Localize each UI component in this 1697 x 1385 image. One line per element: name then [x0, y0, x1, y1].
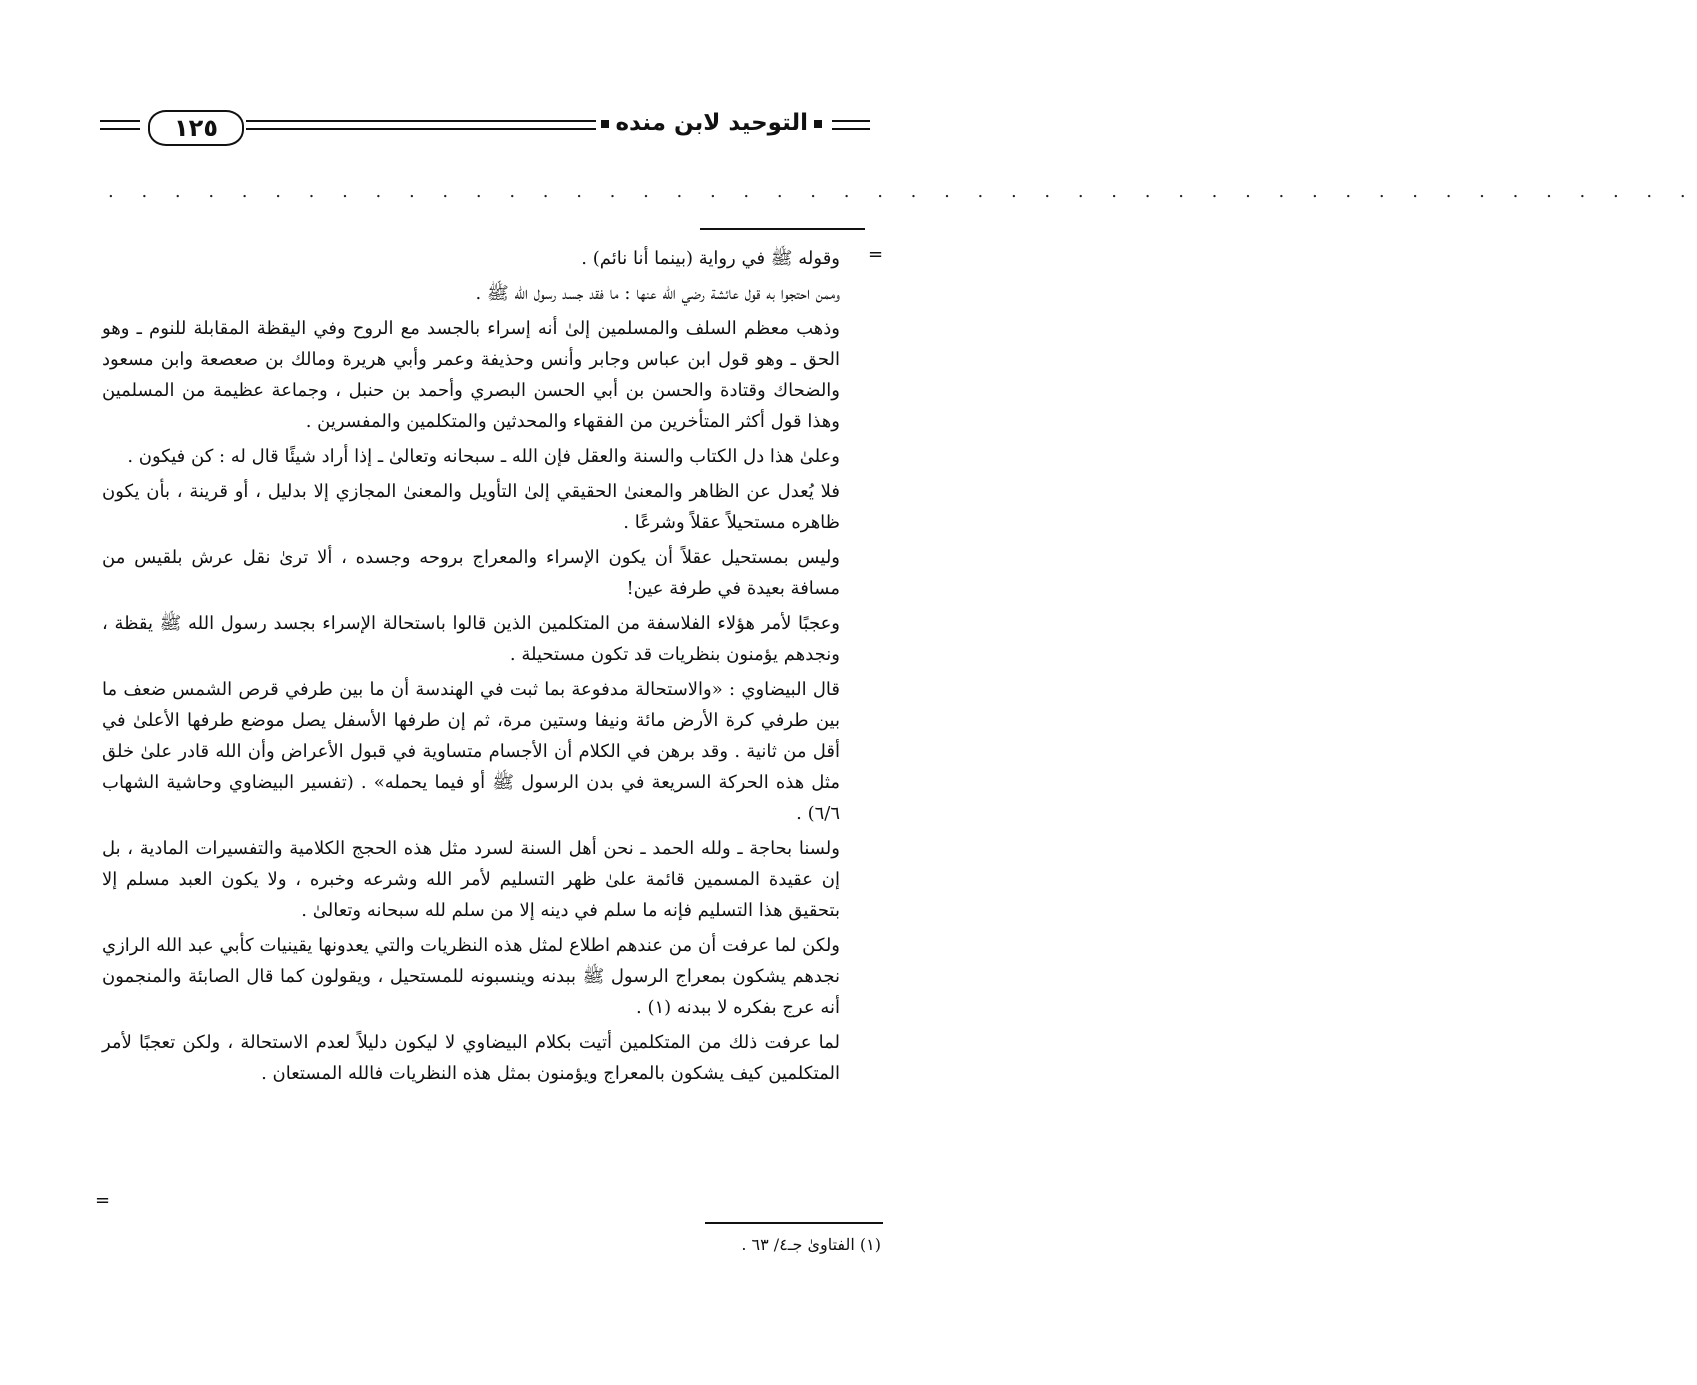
- header-rule-left-top: [100, 120, 140, 122]
- footnote-rule: [705, 1222, 883, 1224]
- running-header: [100, 108, 870, 152]
- footnote: (١) الفتاوىٰ جـ٤/ ٦٣ .: [741, 1235, 881, 1254]
- paragraph: وقوله ﷺ في رواية (بينما أنا نائم) .: [581, 248, 840, 269]
- paragraph: وممن احتجوا به قول عائشة رضي الله عنها : ما فقد جسد رسول الله ﷺ .: [475, 283, 840, 304]
- page-number: ١٢٥: [148, 110, 244, 146]
- paragraph: وعلىٰ هذا دل الكتاب والسنة والعقل فإن الله ـ سبحانه وتعالىٰ ـ إذا أراد شيئًا قال له : كن فيكون .: [127, 446, 840, 467]
- book-title-group: [595, 110, 828, 136]
- header-rule-middle-top: [246, 120, 596, 122]
- paragraph: وليس بمستحيل عقلاً أن يكون الإسراء والمعراج بروحه وجسده ، ألا ترىٰ نقل عرش بلقيس من مسافة بعيدة في طرفة عين!: [102, 547, 840, 599]
- paragraph: وعجبًا لأمر هؤلاء الفلاسفة من المتكلمين الذين قالوا باستحالة الإسراء بجسد رسول الله ﷺ يقظة ، ونجدهم يؤمنون بنظريات قد تكون مستحيلة .: [102, 613, 840, 665]
- paragraph: ولكن لما عرفت أن من عندهم اطلاع لمثل هذه النظريات والتي يعدونها يقينيات كأبي عبد الله الرازي نجدهم يشكون بمعراج الرسول ﷺ ببدنه وينسبونه للمستحيل ، ويقولون كما قال الصابئة والمنجمون أنه عرج بفكره لا ببدنه (١) .: [102, 935, 840, 1018]
- header-rule-right-bottom: [832, 128, 870, 130]
- paragraph: قال البيضاوي : «والاستحالة مدفوعة بما ثبت في الهندسة أن ما بين طرفي قرص الشمس ضعف ما بين طرفي كرة الأرض مائة ونيفا وستين مرة، ثم إن طرفها الأسفل يصل موضع طرفها الأعلىٰ في أقل من ثانية . وقد برهن في الكلام أن الأجسام متساوية في قبول الأعراض وأن الله قادر علىٰ خلق مثل هذه الحركة السريعة في بدن الرسول ﷺ أو فيما يحمله» . (تفسير البيضاوي وحاشية الشهاب ٦/٦) .: [102, 679, 840, 824]
- header-rule-right-top: [832, 120, 870, 122]
- book-title: التوحيد لابن منده: [615, 110, 808, 136]
- paragraph: لما عرفت ذلك من المتكلمين أتيت بكلام البيضاوي لا ليكون دليلاً لعدم الاستحالة ، ولكن تعجبًا لأمر المتكلمين كيف يشكون بالمعراج ويؤمنون بمثل هذه النظريات فالله المستعان .: [102, 1032, 840, 1084]
- paragraph: وذهب معظم السلف والمسلمين إلىٰ أنه إسراء بالجسد مع الروح وفي اليقظة المقابلة للنوم ـ وهو الحق ـ وهو قول ابن عباس وجابر وأنس وحذيفة وعمر وأبي هريرة ومالك بن صعصعة وابن مسعود والضحاك وقتادة والحسن بن أبي الحسن البصري وأحمد بن حنبل ، وجماعة عظيمة من المسلمين وهذا قول أكثر المتأخرين من الفقهاء والمحدثين والمتكلمين والمفسرين .: [102, 318, 840, 432]
- continuation-rule: [700, 228, 865, 230]
- dotted-separator: . . . . . . . . . . . . . . . . . . . . . . . . . . . . . . . . . . . . . . . . . . . . . . . .: [108, 181, 1697, 202]
- header-rule-middle-bottom: [246, 128, 596, 130]
- paragraph: فلا يُعدل عن الظاهر والمعنىٰ الحقيقي إلىٰ التأويل والمعنىٰ المجازي إلا بدليل ، أو قرينة ، بأن يكون ظاهره مستحيلاً عقلاً وشرعًا .: [102, 481, 840, 533]
- header-rule-left-bottom: [100, 128, 140, 130]
- continuation-mark-top: =: [868, 244, 884, 265]
- paragraph: ولسنا بحاجة ـ ولله الحمد ـ نحن أهل السنة لسرد مثل هذه الحجج الكلامية والتفسيرات المادية ، بل إن عقيدة المسمين قائمة علىٰ ظهر التسليم لأمر الله وشرعه وخبره ، ولا يكون العبد مسلم إلا بتحقيق هذا التسليم فإنه ما سلم في دينه إلا من سلم لله سبحانه وتعالىٰ .: [102, 838, 840, 921]
- main-text: [102, 243, 840, 1093]
- square-bullet-icon: [814, 120, 822, 128]
- square-bullet-icon: [601, 120, 609, 128]
- continuation-mark-bottom: =: [95, 1190, 111, 1211]
